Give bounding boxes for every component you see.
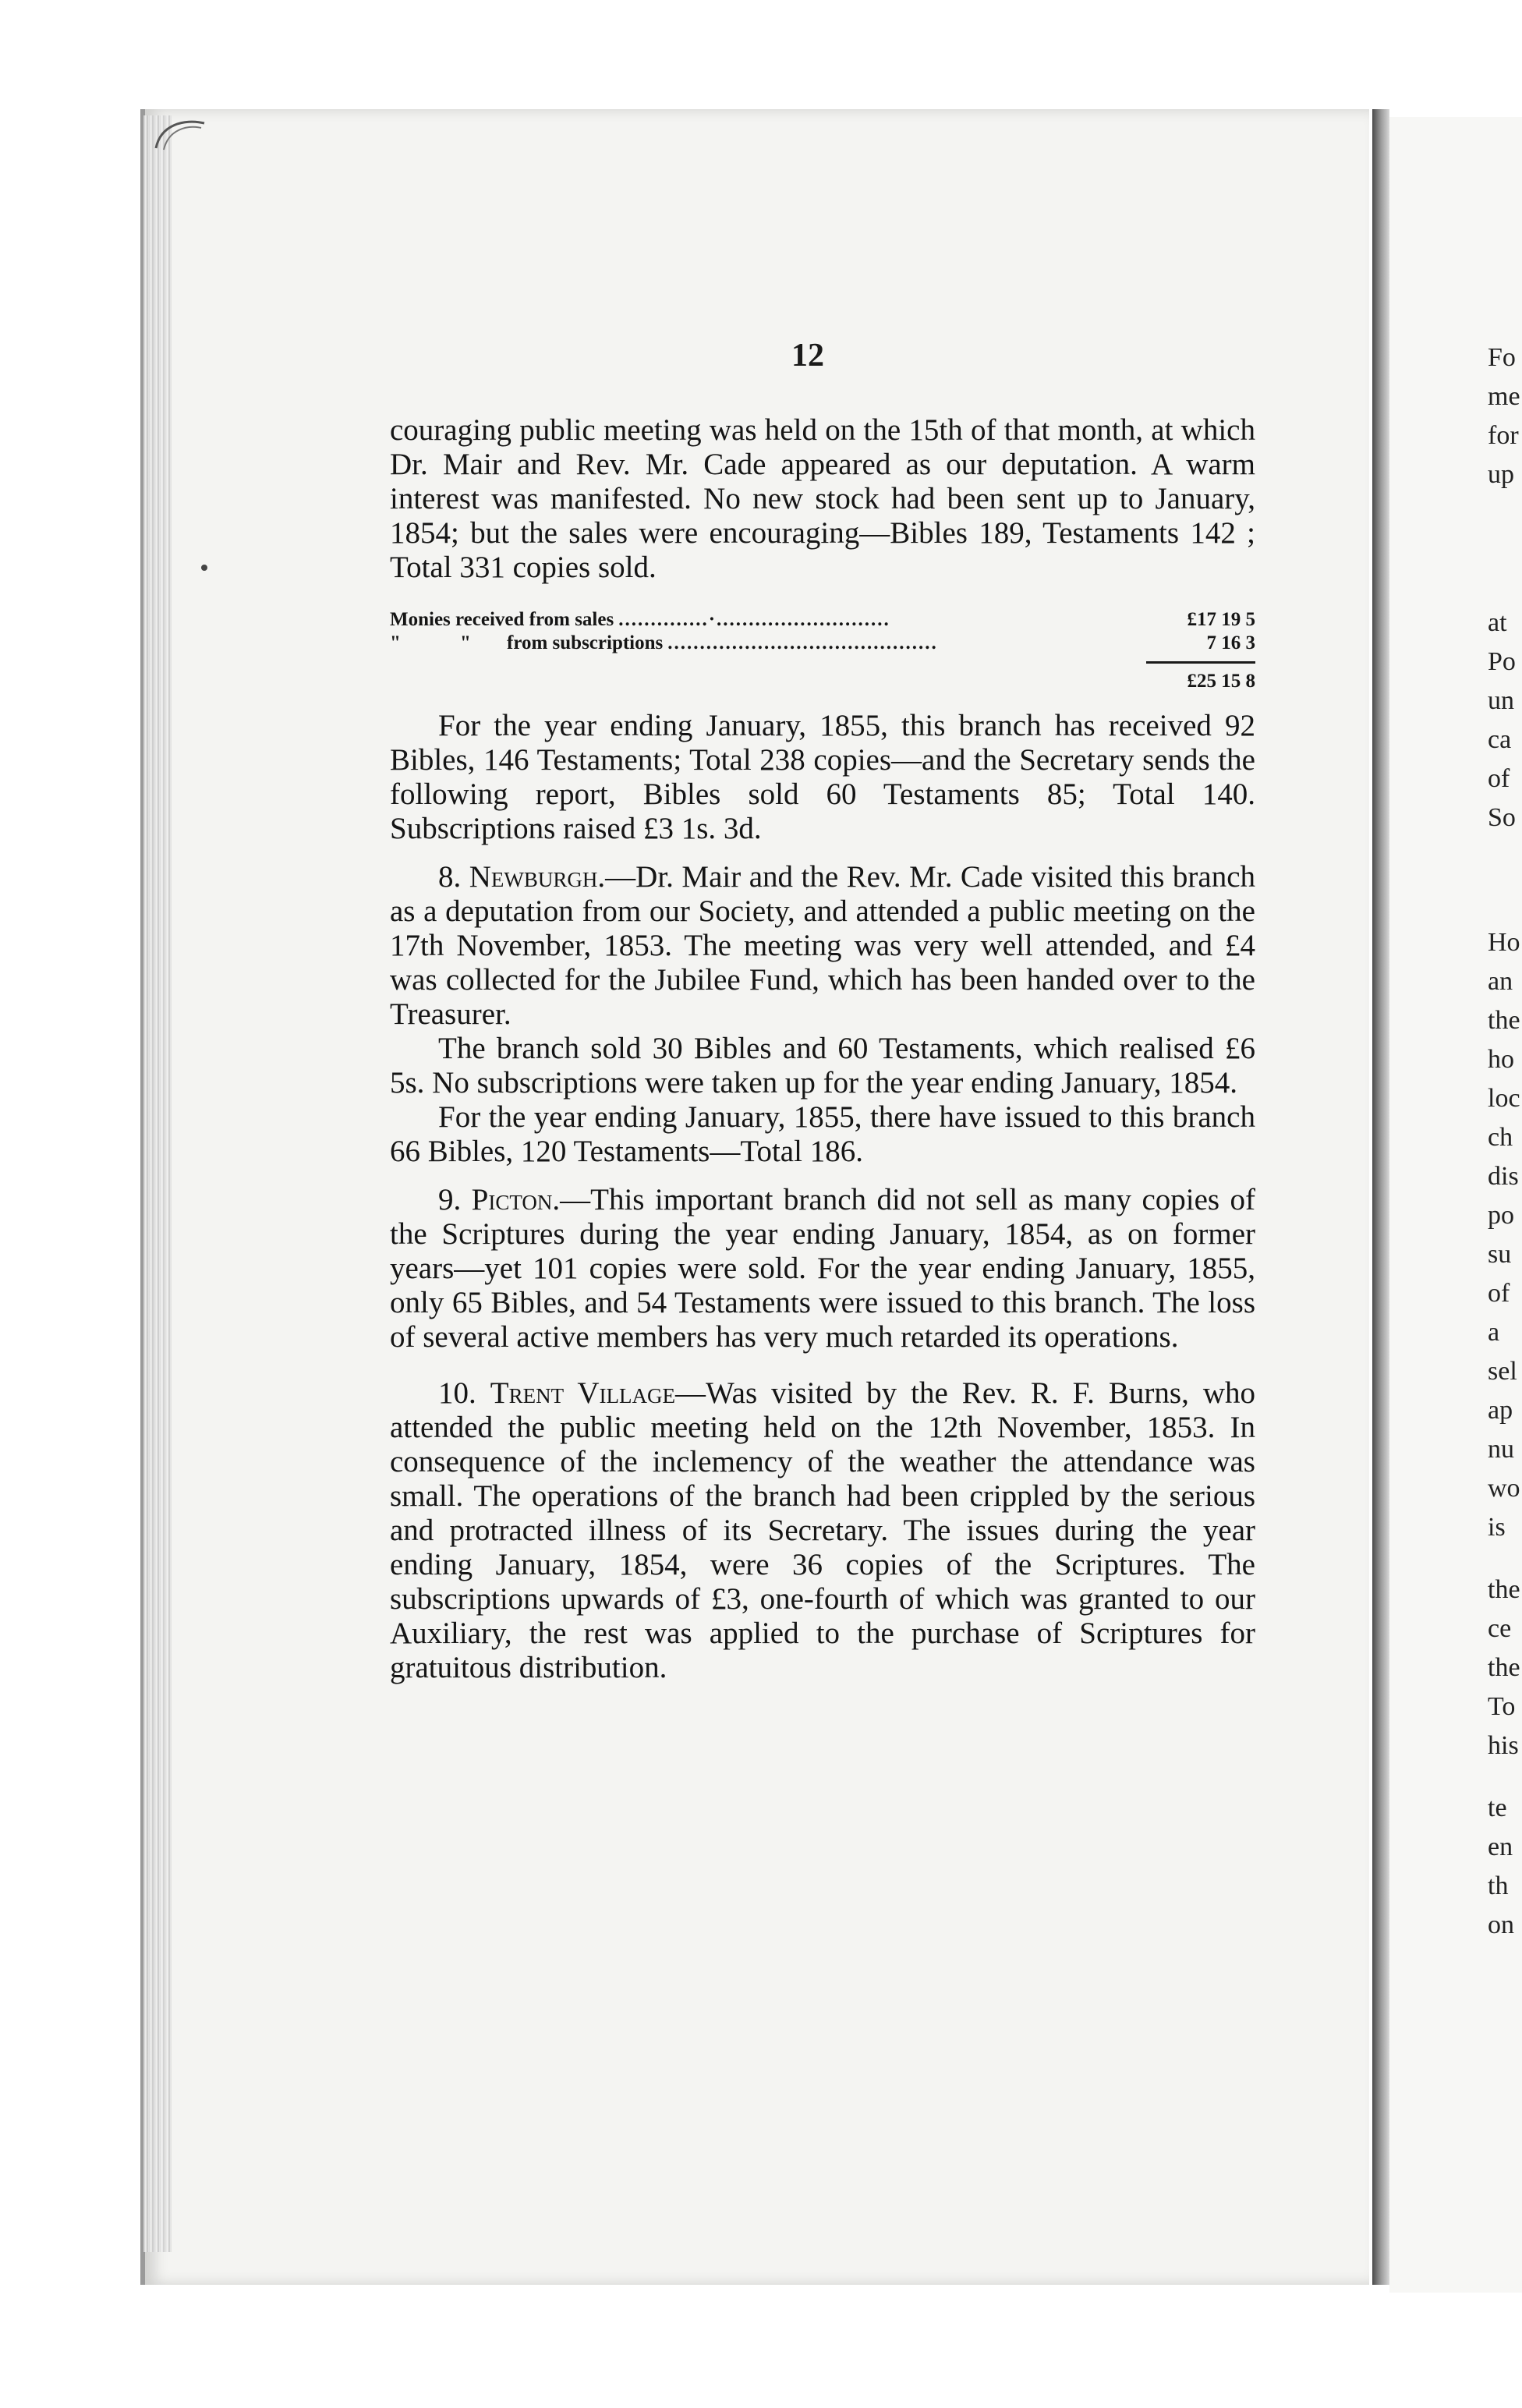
adjacent-page-fragment: un bbox=[1488, 686, 1514, 715]
page-number: 12 bbox=[791, 338, 824, 374]
accounts-row-sales bbox=[390, 608, 1255, 632]
paragraph-picton bbox=[390, 1183, 1255, 1354]
adjacent-page-fragment: po bbox=[1488, 1201, 1514, 1230]
adjacent-page-fragment: To bbox=[1488, 1692, 1516, 1721]
adjacent-page-fragment: Po bbox=[1488, 647, 1516, 676]
adjacent-page-fragment: ho bbox=[1488, 1045, 1514, 1074]
adjacent-page-fragment: Fo bbox=[1488, 343, 1516, 372]
adjacent-page-fragment: a bbox=[1488, 1318, 1500, 1347]
section-number: 9. bbox=[438, 1183, 462, 1216]
adjacent-page bbox=[1389, 117, 1522, 2293]
adjacent-page-fragment: sel bbox=[1488, 1357, 1517, 1386]
adjacent-page-fragment: su bbox=[1488, 1240, 1512, 1269]
adjacent-page-fragment: his bbox=[1488, 1731, 1519, 1760]
adjacent-page-fragment: an bbox=[1488, 967, 1513, 996]
adjacent-page-fragment: en bbox=[1488, 1833, 1513, 1861]
adjacent-page-fragment: the bbox=[1488, 1006, 1520, 1035]
ditto-mark: " bbox=[390, 632, 401, 653]
trent-village-text: —Was visited by the Rev. R. F. Burns, who attended the public meeting held on the 12th November, 1853. In consequence of the inclemency of the weather the attendance was small. The operations of the branch had been crippled by the serious and protracted illness of its Secretary. The issues during the year ending January, 1854, were 36 copies of the Scriptures. The subscriptions upwards of £3, one-fourth of which was granted to our Auxiliary, the rest was applied to the purchase of Scriptures for gratuitous distribution. bbox=[390, 1376, 1255, 1684]
book-gutter bbox=[1372, 109, 1389, 2285]
page-corner-curl bbox=[153, 117, 207, 153]
page-text bbox=[390, 413, 1255, 1685]
leader-dots: .......................................... bbox=[667, 632, 938, 653]
adjacent-page-fragment: ca bbox=[1488, 725, 1512, 754]
sum-rule bbox=[1146, 661, 1255, 664]
place-name-picton: Picton. bbox=[471, 1183, 561, 1216]
section-number: 8. bbox=[438, 860, 462, 894]
adjacent-page-fragment: on bbox=[1488, 1910, 1514, 1939]
adjacent-page-fragment: of bbox=[1488, 1279, 1510, 1308]
paragraph-newburgh-sales: The branch sold 30 Bibles and 60 Testaments, which realised £6 5s. No subscriptions were taken up for the year ending January, 1854. bbox=[390, 1032, 1255, 1100]
section-number: 10. bbox=[438, 1376, 476, 1410]
adjacent-page-fragment: Ho bbox=[1488, 928, 1520, 957]
accounts-label-subscriptions bbox=[390, 632, 663, 655]
adjacent-page-fragment: up bbox=[1488, 460, 1514, 489]
adjacent-page-fragment: ch bbox=[1488, 1123, 1513, 1152]
adjacent-page-fragment: of bbox=[1488, 764, 1510, 793]
adjacent-page-fragment: wo bbox=[1488, 1474, 1520, 1503]
adjacent-page-fragment: at bbox=[1488, 608, 1507, 637]
accounts-table bbox=[390, 608, 1255, 693]
adjacent-page-fragment: ce bbox=[1488, 1614, 1512, 1643]
adjacent-page-fragment: loc bbox=[1488, 1084, 1520, 1113]
adjacent-page-fragment: So bbox=[1488, 803, 1516, 832]
adjacent-page-fragment: is bbox=[1488, 1513, 1506, 1542]
adjacent-page-fragment: the bbox=[1488, 1653, 1520, 1682]
paragraph-deputation: couraging public meeting was held on the 15th of that month, at which Dr. Mair and Rev. Mr. Cade appeared as our deputation. A warm interest was manifested. No new stock had been sent up to January, 1854; but the sales were encouraging—Bibles 189, Testaments 142 ; Total 331 copies sold. bbox=[390, 413, 1255, 584]
adjacent-page-fragment: te bbox=[1488, 1794, 1507, 1822]
place-name-newburgh: Newburgh. bbox=[469, 860, 606, 894]
paragraph-newburgh bbox=[390, 860, 1255, 1032]
adjacent-page-fragment: ap bbox=[1488, 1396, 1513, 1425]
adjacent-page-fragment: th bbox=[1488, 1872, 1509, 1900]
paragraph-1855-report: For the year ending January, 1855, this branch has received 92 Bibles, 146 Testaments; Total 238 copies—and the Secretary sends the following report, Bibles sold 60 Testaments 85; Total 140. Subscriptions raised £3 1s. 3d. bbox=[390, 709, 1255, 845]
accounts-amount-sales: £17 19 5 bbox=[1187, 609, 1255, 630]
paragraph-trent-village bbox=[390, 1376, 1255, 1685]
adjacent-page-fragment: the bbox=[1488, 1575, 1520, 1604]
adjacent-page-fragment: me bbox=[1488, 382, 1520, 411]
page-edge-stack bbox=[143, 115, 172, 2252]
adjacent-page-fragment: dis bbox=[1488, 1162, 1519, 1191]
accounts-amount-subscriptions: 7 16 3 bbox=[1206, 632, 1255, 653]
adjacent-page-fragment: nu bbox=[1488, 1435, 1514, 1464]
accounts-row-subscriptions bbox=[390, 632, 1255, 655]
paragraph-newburgh-issues: For the year ending January, 1855, there have issued to this branch 66 Bibles, 120 Testaments—Total 186. bbox=[390, 1100, 1255, 1168]
place-name-trent-village: Trent Village bbox=[490, 1376, 675, 1410]
accounts-label-sales: Monies received from sales bbox=[390, 609, 614, 630]
ditto-mark: " bbox=[460, 632, 471, 653]
ink-spot bbox=[201, 565, 207, 571]
subscriptions-label: from subscriptions bbox=[507, 632, 664, 653]
leader-dots: ..............·........................... bbox=[618, 609, 890, 630]
newburgh-text: —Dr. Mair and the Rev. Mr. Cade visited this branch as a deputation from our Society, and attended a public meeting on the 17th November, 1853. The meeting was very well attended, and £4 was collected for the Jubilee Fund, which has been handed over to the Treasurer. bbox=[390, 860, 1256, 1031]
adjacent-page-fragment: for bbox=[1488, 421, 1519, 450]
picton-text: —This important branch did not sell as many copies of the Scriptures during the year ending January, 1854, as on former years—yet 101 copies were sold. For the year ending January, 1855, only 65 Bibles, and 54 Testaments were issued to this branch. The loss of several active members has very much retarded its operations. bbox=[390, 1183, 1256, 1354]
accounts-total: £25 15 8 bbox=[1187, 671, 1255, 692]
